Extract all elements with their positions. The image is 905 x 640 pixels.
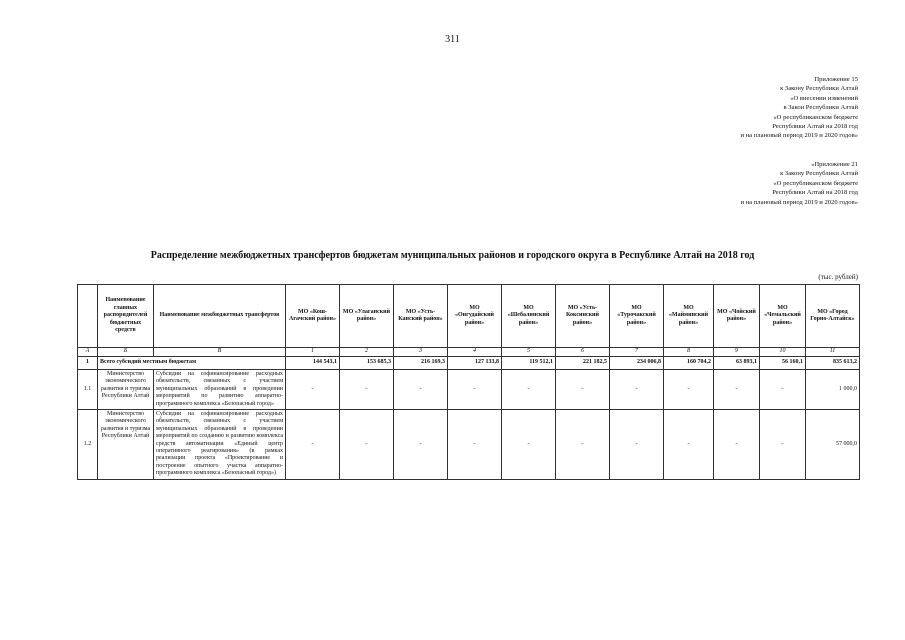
column-header: МО «Чойский район» — [714, 285, 760, 348]
column-header: МО «Шебалинский район» — [502, 285, 556, 348]
column-header: МО «Усть-Канский район» — [394, 285, 448, 348]
total-value: 144 543,1 — [286, 357, 340, 370]
column-header: МО «Майминский район» — [664, 285, 714, 348]
row-value: - — [556, 370, 610, 410]
row-value: - — [664, 370, 714, 410]
appendix-line: «О внесении изменений — [790, 94, 858, 102]
header-row — [78, 285, 860, 348]
row-value: - — [286, 410, 340, 480]
row-value: - — [340, 410, 394, 480]
appendix-line: Приложение 15 — [814, 76, 858, 83]
row-value: - — [448, 370, 502, 410]
appendix-line: Республики Алтай на 2018 год — [772, 123, 858, 131]
table-row — [78, 370, 860, 410]
column-header: МО «Город Горно-Алтайск» — [806, 285, 860, 348]
index-cell: 7 — [610, 348, 664, 357]
appendix-line: в Закон Республики Алтай — [783, 104, 858, 112]
column-header: МО «Онгудайский район» — [448, 285, 502, 348]
row-value: - — [286, 370, 340, 410]
row-organization: Министерство экономического развития и туризма Республики Алтай — [98, 370, 154, 410]
column-header: МО «Чемальский район» — [760, 285, 806, 348]
row-value: - — [760, 370, 806, 410]
row-organization: Министерство экономического развития и туризма Республики Алтай — [98, 410, 154, 480]
row-value: - — [502, 370, 556, 410]
row-value: - — [760, 410, 806, 480]
column-index-row — [78, 348, 860, 357]
column-header — [78, 285, 98, 348]
index-cell: 3 — [394, 348, 448, 357]
index-cell: 9 — [714, 348, 760, 357]
appendix-15-header — [740, 75, 858, 141]
appendix-line: и на плановый период 2019 и 2020 годов» — [740, 132, 858, 140]
appendix-line: «Приложение 21 — [811, 161, 858, 168]
row-transfer-name: Субсидии на софинансирование расходных обязательств, связанных с участием муниципальных образований в проведении мероприятий по развитию аппаратно-программного комплекса «Безопасный город» — [154, 370, 286, 410]
row-value: - — [340, 370, 394, 410]
row-value: - — [610, 410, 664, 480]
index-cell: 5 — [502, 348, 556, 357]
units-label: (тыс. рублей) — [818, 273, 858, 281]
appendix-line: «О республиканском бюджете — [773, 113, 858, 121]
total-value: 221 182,5 — [556, 357, 610, 370]
row-value: - — [448, 410, 502, 480]
appendix-line: к Закону Республики Алтай — [780, 170, 858, 178]
index-cell: 2 — [340, 348, 394, 357]
total-value: 153 685,3 — [340, 357, 394, 370]
index-cell: 6 — [556, 348, 610, 357]
row-number: 1.1 — [78, 370, 98, 410]
column-header: МО «Турочакский район» — [610, 285, 664, 348]
appendix-line: к Закону Республики Алтай — [780, 85, 858, 93]
row-value: - — [714, 410, 760, 480]
column-header: Наименование межбюджетных трансфертов — [154, 285, 286, 348]
total-value: 216 169,3 — [394, 357, 448, 370]
table-row — [78, 410, 860, 480]
index-cell: 4 — [448, 348, 502, 357]
total-value: 160 704,2 — [664, 357, 714, 370]
row-value: 1 000,0 — [806, 370, 860, 410]
transfers-table — [77, 284, 860, 480]
row-value: - — [556, 410, 610, 480]
appendix-line: и на плановый период 2019 и 2020 годов» — [740, 198, 858, 206]
row-value: - — [610, 370, 664, 410]
column-header: МО «Улаганский район» — [340, 285, 394, 348]
index-cell: А — [78, 348, 98, 357]
total-value: 127 133,8 — [448, 357, 502, 370]
row-value: - — [714, 370, 760, 410]
total-row — [78, 357, 860, 370]
index-cell: В — [154, 348, 286, 357]
total-value: 234 006,8 — [610, 357, 664, 370]
row-number: 1.2 — [78, 410, 98, 480]
appendix-21-header — [740, 160, 858, 207]
total-value: 119 512,1 — [502, 357, 556, 370]
appendix-line: Республики Алтай на 2018 год — [772, 189, 858, 197]
total-value: 56 160,1 — [760, 357, 806, 370]
column-header: МО «Усть-Коксинский район» — [556, 285, 610, 348]
row-transfer-name: Субсидии на софинансирование расходных обязательств, связанных с участием муниципальных образований в проведении мероприятий по созданию и развитию комплекса средств автоматизации «Единый центр оперативного реагирования» (в рамках реализации проекта «Проектирование и построение опытного участка аппаратно-программного комплекса «Безопасный город») — [154, 410, 286, 480]
row-value: - — [394, 370, 448, 410]
row-number: 1 — [78, 357, 98, 370]
appendix-line: «О республиканском бюджете — [773, 179, 858, 187]
column-header: МО «Кош-Агачский район» — [286, 285, 340, 348]
total-value: 835 613,2 — [806, 357, 860, 370]
row-value: - — [502, 410, 556, 480]
index-cell: 11 — [806, 348, 860, 357]
row-value: - — [394, 410, 448, 480]
index-cell: 8 — [664, 348, 714, 357]
row-value: - — [664, 410, 714, 480]
column-header: Наименование главных распорядителей бюджетных средств — [98, 285, 154, 348]
total-label: Всего субсидий местным бюджетам — [98, 357, 286, 370]
index-cell: Б — [98, 348, 154, 357]
total-value: 63 893,1 — [714, 357, 760, 370]
page-number: 311 — [445, 34, 460, 45]
index-cell: 1 — [286, 348, 340, 357]
index-cell: 10 — [760, 348, 806, 357]
document-title: Распределение межбюджетных трансфертов бюджетам муниципальных районов и городского округа в Республике Алтай на 2018 год — [150, 250, 755, 261]
row-value: 57 000,0 — [806, 410, 860, 480]
